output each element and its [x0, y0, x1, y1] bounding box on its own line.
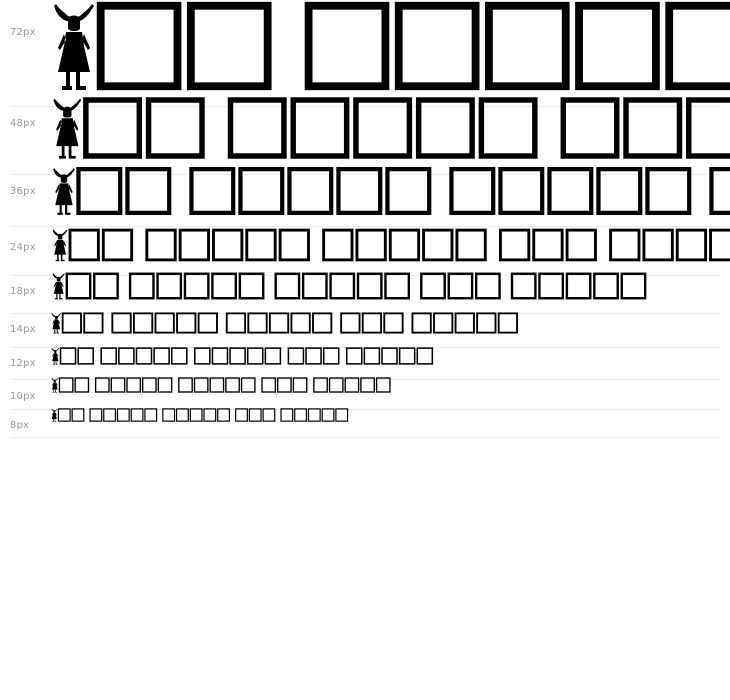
notdef-box-glyph — [101, 6, 178, 87]
notdef-box-glyph — [147, 230, 175, 260]
notdef-box-glyph — [549, 169, 591, 213]
notdef-box-glyph — [191, 169, 233, 213]
notdef-box-glyph — [172, 348, 187, 364]
notdef-box-glyph — [240, 169, 282, 213]
notdef-box-glyph — [289, 169, 331, 213]
notdef-box-glyph — [358, 274, 381, 299]
notdef-box-glyph — [210, 378, 223, 392]
notdef-box-glyph — [356, 100, 409, 156]
notdef-box-glyph — [191, 6, 268, 87]
notdef-box-glyph — [647, 169, 689, 213]
notdef-box-glyph — [477, 313, 495, 332]
notdef-box-glyph — [711, 169, 730, 213]
notdef-box-glyph — [424, 230, 452, 260]
notdef-box-glyph — [158, 274, 181, 299]
figure-glyph — [53, 273, 65, 299]
notdef-box-glyph — [626, 100, 679, 156]
notdef-box-glyph — [341, 313, 359, 332]
size-label: 12px — [10, 358, 36, 369]
notdef-box-glyph — [306, 348, 321, 364]
notdef-box-glyph — [199, 313, 217, 332]
notdef-box-glyph — [226, 378, 239, 392]
notdef-box-glyph — [270, 313, 288, 332]
sample-text-glyphs — [52, 228, 730, 262]
notdef-box-glyph — [278, 378, 291, 392]
notdef-box-glyph — [155, 313, 173, 332]
size-row — [0, 377, 730, 402]
notdef-box-glyph — [119, 348, 134, 364]
size-row — [0, 347, 730, 369]
notdef-box-glyph — [417, 348, 432, 364]
notdef-box-glyph — [361, 378, 374, 392]
notdef-box-glyph — [500, 169, 542, 213]
sample-text-glyphs — [51, 312, 730, 334]
notdef-box-glyph — [230, 348, 245, 364]
notdef-box-glyph — [331, 274, 354, 299]
figure-glyph — [53, 229, 68, 261]
notdef-box-glyph — [136, 348, 151, 364]
notdef-box-glyph — [247, 230, 275, 260]
notdef-box-glyph — [567, 230, 595, 260]
size-row — [0, 166, 730, 218]
notdef-box-glyph — [338, 169, 380, 213]
notdef-box-glyph — [143, 378, 156, 392]
notdef-box-glyph — [324, 348, 339, 364]
notdef-box-glyph — [227, 313, 245, 332]
notdef-box-glyph — [154, 348, 169, 364]
notdef-box-glyph — [177, 313, 195, 332]
figure-glyph — [53, 168, 75, 215]
notdef-box-glyph — [308, 409, 320, 421]
notdef-box-glyph — [195, 348, 210, 364]
notdef-box-glyph — [134, 313, 152, 332]
notdef-box-glyph — [385, 274, 408, 299]
size-row — [0, 312, 730, 334]
size-row — [0, 272, 730, 300]
notdef-box-glyph — [242, 378, 255, 392]
notdef-box-glyph — [103, 230, 131, 260]
notdef-box-glyph — [579, 6, 656, 87]
figure-glyph — [53, 99, 81, 159]
notdef-box-glyph — [70, 230, 98, 260]
notdef-box-glyph — [127, 169, 169, 213]
notdef-box-glyph — [96, 378, 109, 392]
notdef-box-glyph — [158, 378, 171, 392]
notdef-box-glyph — [280, 230, 308, 260]
sample-text-glyphs — [52, 166, 730, 218]
notdef-box-glyph — [324, 230, 352, 260]
notdef-box-glyph — [456, 313, 474, 332]
notdef-box-glyph — [293, 100, 346, 156]
notdef-box-glyph — [84, 313, 102, 332]
notdef-box-glyph — [347, 348, 362, 364]
notdef-box-glyph — [262, 378, 275, 392]
notdef-box-glyph — [78, 348, 93, 364]
notdef-box-glyph — [63, 313, 81, 332]
sample-text-glyphs — [51, 347, 730, 365]
notdef-box-glyph — [419, 100, 472, 156]
size-row — [0, 0, 730, 96]
notdef-box-glyph — [611, 230, 639, 260]
figure-glyph — [51, 313, 61, 334]
notdef-box-glyph — [384, 313, 402, 332]
notdef-box-glyph — [248, 348, 263, 364]
notdef-box-glyph — [669, 6, 730, 87]
notdef-box-glyph — [75, 378, 88, 392]
notdef-box-glyph — [677, 230, 705, 260]
notdef-box-glyph — [90, 409, 102, 421]
notdef-box-glyph — [500, 230, 528, 260]
size-label: 36px — [10, 186, 36, 197]
notdef-box-glyph — [180, 230, 208, 260]
notdef-box-glyph — [149, 100, 202, 156]
sample-text-glyphs — [52, 0, 730, 96]
notdef-box-glyph — [291, 313, 309, 332]
notdef-box-glyph — [476, 274, 499, 299]
notdef-box-glyph — [240, 274, 263, 299]
size-label: 8px — [10, 420, 30, 431]
notdef-box-glyph — [293, 378, 306, 392]
size-row — [0, 96, 730, 164]
notdef-box-glyph — [314, 378, 327, 392]
notdef-box-glyph — [204, 409, 216, 421]
notdef-box-glyph — [131, 409, 143, 421]
notdef-box-glyph — [248, 313, 266, 332]
figure-glyph — [51, 409, 57, 422]
notdef-box-glyph — [58, 409, 70, 421]
sample-text-glyphs — [51, 408, 730, 422]
notdef-box-glyph — [195, 378, 208, 392]
size-label: 72px — [10, 27, 36, 38]
notdef-box-glyph — [276, 274, 299, 299]
notdef-box-glyph — [336, 409, 348, 421]
notdef-box-glyph — [163, 409, 175, 421]
notdef-box-glyph — [382, 348, 397, 364]
notdef-box-glyph — [265, 348, 280, 364]
notdef-box-glyph — [399, 6, 476, 87]
notdef-box-glyph — [78, 169, 120, 213]
notdef-box-glyph — [534, 230, 562, 260]
notdef-box-glyph — [330, 378, 343, 392]
notdef-box-glyph — [288, 348, 303, 364]
notdef-box-glyph — [363, 313, 381, 332]
notdef-box-glyph — [236, 409, 248, 421]
notdef-box-glyph — [177, 409, 189, 421]
size-label: 10px — [10, 391, 36, 402]
notdef-box-glyph — [61, 348, 76, 364]
notdef-box-glyph — [357, 230, 385, 260]
notdef-box-glyph — [481, 100, 534, 156]
notdef-box-glyph — [622, 274, 645, 299]
notdef-box-glyph — [94, 274, 117, 299]
notdef-box-glyph — [412, 313, 430, 332]
notdef-box-glyph — [644, 230, 672, 260]
notdef-box-glyph — [190, 409, 202, 421]
notdef-box-glyph — [230, 100, 283, 156]
notdef-box-glyph — [145, 409, 157, 421]
notdef-box-glyph — [499, 313, 517, 332]
notdef-box-glyph — [689, 100, 730, 156]
notdef-box-glyph — [512, 274, 535, 299]
notdef-box-glyph — [303, 274, 326, 299]
figure-glyph — [51, 378, 58, 393]
sample-text-glyphs — [52, 272, 730, 300]
notdef-box-glyph — [111, 378, 124, 392]
notdef-box-glyph — [67, 274, 90, 299]
notdef-box-glyph — [281, 409, 293, 421]
notdef-box-glyph — [390, 230, 418, 260]
size-label: 14px — [10, 324, 36, 335]
size-label: 18px — [10, 286, 36, 297]
notdef-box-glyph — [295, 409, 307, 421]
notdef-box-glyph — [72, 409, 84, 421]
size-row — [0, 228, 730, 262]
notdef-box-glyph — [377, 378, 390, 392]
notdef-box-glyph — [130, 274, 153, 299]
figure-glyph — [54, 4, 94, 90]
notdef-box-glyph — [364, 348, 379, 364]
row-divider — [10, 437, 720, 438]
notdef-box-glyph — [598, 169, 640, 213]
notdef-box-glyph — [563, 100, 616, 156]
notdef-box-glyph — [212, 348, 227, 364]
notdef-box-glyph — [185, 274, 208, 299]
notdef-box-glyph — [489, 6, 566, 87]
notdef-box-glyph — [213, 230, 241, 260]
size-label: 24px — [10, 242, 36, 253]
notdef-box-glyph — [112, 313, 130, 332]
notdef-box-glyph — [212, 274, 235, 299]
notdef-box-glyph — [434, 313, 452, 332]
notdef-box-glyph — [457, 230, 485, 260]
notdef-box-glyph — [101, 348, 116, 364]
notdef-box-glyph — [127, 378, 140, 392]
size-row — [0, 408, 730, 431]
notdef-box-glyph — [594, 274, 617, 299]
notdef-box-glyph — [400, 348, 415, 364]
sample-text-glyphs — [51, 377, 730, 393]
notdef-box-glyph — [567, 274, 590, 299]
notdef-box-glyph — [59, 378, 72, 392]
notdef-box-glyph — [711, 230, 730, 260]
notdef-box-glyph — [449, 274, 472, 299]
notdef-box-glyph — [451, 169, 493, 213]
notdef-box-glyph — [322, 409, 334, 421]
notdef-box-glyph — [179, 378, 192, 392]
notdef-box-glyph — [86, 100, 139, 156]
notdef-box-glyph — [345, 378, 358, 392]
row-divider — [10, 226, 720, 227]
notdef-box-glyph — [313, 313, 331, 332]
notdef-box-glyph — [218, 409, 230, 421]
notdef-box-glyph — [117, 409, 129, 421]
size-label: 48px — [10, 118, 36, 129]
notdef-box-glyph — [309, 6, 386, 87]
notdef-box-glyph — [539, 274, 562, 299]
notdef-box-glyph — [421, 274, 444, 299]
notdef-box-glyph — [387, 169, 429, 213]
notdef-box-glyph — [104, 409, 116, 421]
sample-text-glyphs — [52, 96, 730, 164]
notdef-box-glyph — [263, 409, 275, 421]
figure-glyph — [51, 348, 59, 365]
notdef-box-glyph — [249, 409, 261, 421]
